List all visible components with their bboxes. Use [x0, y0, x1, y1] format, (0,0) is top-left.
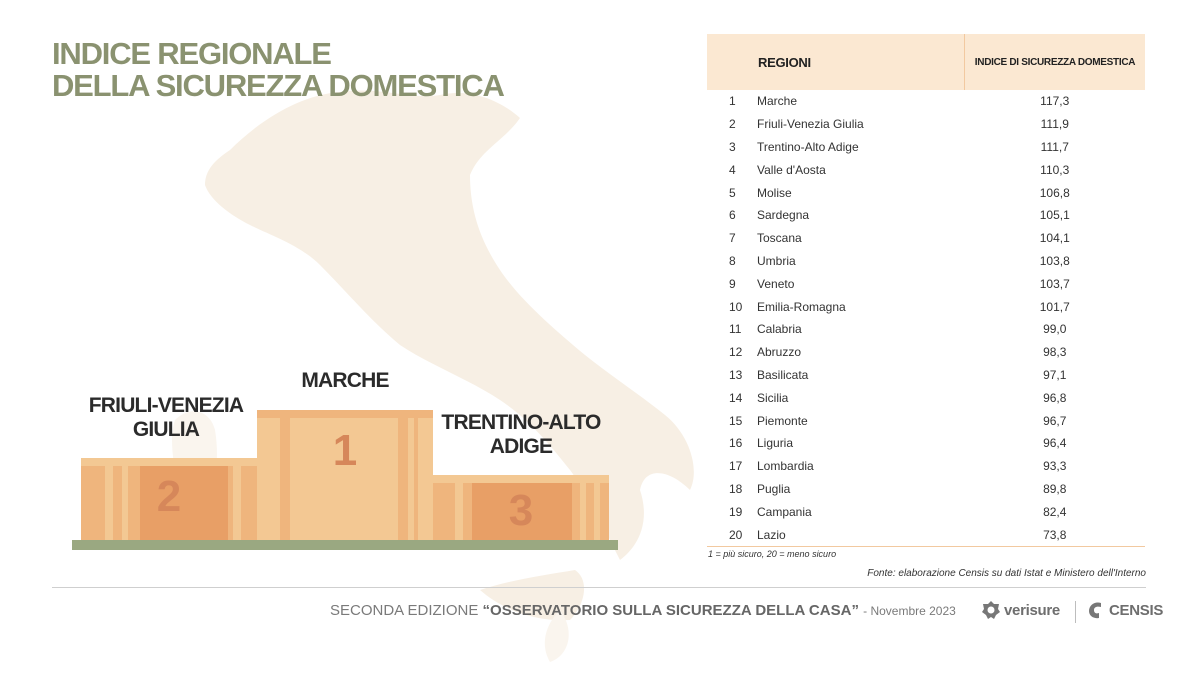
title-line-1: INDICE REGIONALE [52, 36, 331, 71]
table-row [707, 90, 1145, 113]
podium-second-top [81, 458, 257, 466]
table-row [707, 478, 1145, 501]
value-cell: 99,0 [1043, 322, 1067, 337]
value-cell: 89,8 [1043, 481, 1067, 496]
value-cell: 105,1 [1039, 208, 1070, 223]
region-cell: Friuli-Venezia Giulia [757, 117, 864, 132]
podium-first-label: MARCHE [301, 369, 389, 392]
header-regioni: REGIONI [757, 34, 965, 90]
value-cell: 117,3 [1040, 94, 1070, 109]
rank-cell: 19 [729, 504, 743, 519]
podium-third-label-line2: ADIGE [489, 435, 553, 458]
table-row [707, 136, 1145, 159]
rank-cell: 6 [729, 208, 736, 223]
censis-mark-icon [1086, 600, 1106, 620]
header-indice: INDICE DI SICUREZZA DOMESTICA [965, 34, 1146, 90]
region-cell: Puglia [757, 481, 791, 496]
table-row [707, 341, 1145, 364]
rank-cell: 3 [729, 139, 736, 154]
podium-first-stripe-left [280, 418, 290, 540]
censis-wordmark: CENSIS [1109, 601, 1164, 619]
podium-third-number: 3 [508, 486, 534, 535]
value-cell: 73,8 [965, 523, 1146, 546]
value-cell: 104,1 [1039, 231, 1070, 246]
table-body [707, 90, 1145, 546]
region-cell: Molise [757, 185, 792, 200]
region-cell: Valle d'Aosta [757, 162, 826, 177]
region-cell: Lazio [757, 523, 965, 546]
podium-first-top [257, 410, 433, 418]
region-cell: Piemonte [757, 413, 808, 428]
brand-separator [1075, 601, 1076, 623]
rank-cell: 16 [729, 436, 743, 451]
podium-third-label-line1: TRENTINO-ALTO [441, 411, 601, 434]
rank-cell: 12 [729, 345, 743, 360]
value-cell: 101,7 [1039, 299, 1070, 314]
table-header-row [707, 34, 1145, 90]
footer-caption [330, 602, 956, 619]
value-cell: 110,3 [1040, 162, 1070, 177]
podium-third-top [433, 475, 609, 483]
region-cell: Sardegna [757, 208, 810, 223]
podium-second-stripe-left2 [122, 466, 128, 540]
podium-second-label-line1: FRIULI-VENEZIA [88, 394, 244, 417]
rank-cell: 7 [729, 231, 736, 246]
footer-report-title: “OSSERVATORIO SULLA SICUREZZA DELLA CASA” [482, 602, 859, 619]
verisure-logo [981, 600, 1060, 620]
table-row [707, 455, 1145, 478]
region-cell: Lombardia [757, 459, 814, 474]
source-note: Fonte: elaborazione Censis su dati Istat e Ministero dell'Interno [867, 568, 1146, 579]
table-row [707, 250, 1145, 273]
value-cell: 106,8 [1039, 185, 1070, 200]
rank-cell: 20 [707, 523, 757, 546]
table-row [707, 272, 1145, 295]
value-cell: 97,1 [1043, 367, 1067, 382]
value-cell: 103,7 [1039, 276, 1070, 291]
value-cell: 103,8 [1039, 253, 1070, 268]
value-cell: 93,3 [1043, 459, 1067, 474]
value-cell: 111,7 [1040, 139, 1069, 154]
table-row [707, 181, 1145, 204]
table-row [707, 227, 1145, 250]
value-cell: 82,4 [1043, 504, 1067, 519]
region-cell: Veneto [757, 276, 795, 291]
region-cell: Marche [757, 94, 798, 109]
podium-third-label [441, 411, 600, 459]
region-cell: Liguria [757, 436, 794, 451]
title-line-2: DELLA SICUREZZA DOMESTICA [52, 68, 504, 103]
region-cell: Toscana [757, 231, 802, 246]
region-cell: Trentino-Alto Adige [757, 139, 859, 154]
rank-cell: 14 [729, 390, 743, 405]
table-row [707, 523, 1145, 546]
value-cell: 96,8 [1043, 390, 1067, 405]
rank-cell: 1 [729, 94, 736, 109]
table-row [707, 500, 1145, 523]
region-cell: Umbria [757, 253, 796, 268]
header-rank [707, 34, 757, 90]
rank-cell: 9 [729, 276, 736, 291]
rank-cell: 13 [729, 367, 743, 382]
podium-first-stripe-right [398, 418, 408, 540]
podium-second-stripe-left [105, 466, 113, 540]
rank-cell: 15 [729, 413, 743, 428]
table-row [707, 158, 1145, 181]
podium-second-number: 2 [156, 472, 182, 521]
ranking-table [707, 34, 1145, 547]
podium-third-stripe-right [580, 483, 586, 540]
region-cell: Basilicata [757, 367, 809, 382]
table-row [707, 295, 1145, 318]
table-row [707, 204, 1145, 227]
rank-cell: 11 [729, 322, 742, 337]
podium-second-label [89, 394, 243, 442]
podium-first-number: 1 [332, 426, 358, 475]
podium-base [72, 540, 618, 550]
podium-second-panel [140, 466, 228, 540]
rank-cell: 5 [729, 185, 736, 200]
verisure-wordmark: verisure [1004, 601, 1060, 619]
value-cell: 98,3 [1043, 345, 1067, 360]
rank-cell: 17 [729, 459, 743, 474]
value-cell: 96,7 [1043, 413, 1067, 428]
rank-cell: 10 [729, 299, 743, 314]
region-cell: Calabria [757, 322, 802, 337]
table-row [707, 409, 1145, 432]
podium-first-stripe-right2 [414, 418, 418, 540]
verisure-shield-icon [981, 600, 1001, 620]
rank-cell: 2 [729, 117, 736, 132]
region-cell: Sicilia [757, 390, 789, 405]
value-cell: 96,4 [1043, 436, 1067, 451]
footer-edition: SECONDA EDIZIONE [330, 602, 479, 619]
podium-second-stripe-right [233, 466, 241, 540]
podium-second-label-line2: GIULIA [132, 418, 200, 441]
podium-third-stripe-right2 [594, 483, 600, 540]
table-row [707, 432, 1145, 455]
table-row [707, 386, 1145, 409]
rank-cell: 8 [729, 253, 736, 268]
rank-cell: 4 [729, 162, 736, 177]
ranking-legend-note: 1 = più sicuro, 20 = meno sicuro [708, 549, 837, 559]
podium-third-stripe-left [455, 483, 463, 540]
footer-date: - Novembre 2023 [863, 604, 956, 618]
rank-cell: 18 [729, 481, 743, 496]
region-cell: Emilia-Romagna [757, 299, 846, 314]
value-cell: 111,9 [1040, 117, 1069, 132]
footer-divider [52, 587, 1146, 588]
censis-logo [1086, 600, 1163, 620]
region-cell: Campania [757, 504, 812, 519]
table-row [707, 364, 1145, 387]
table-row [707, 113, 1145, 136]
table-row [707, 318, 1145, 341]
region-cell: Abruzzo [757, 345, 802, 360]
